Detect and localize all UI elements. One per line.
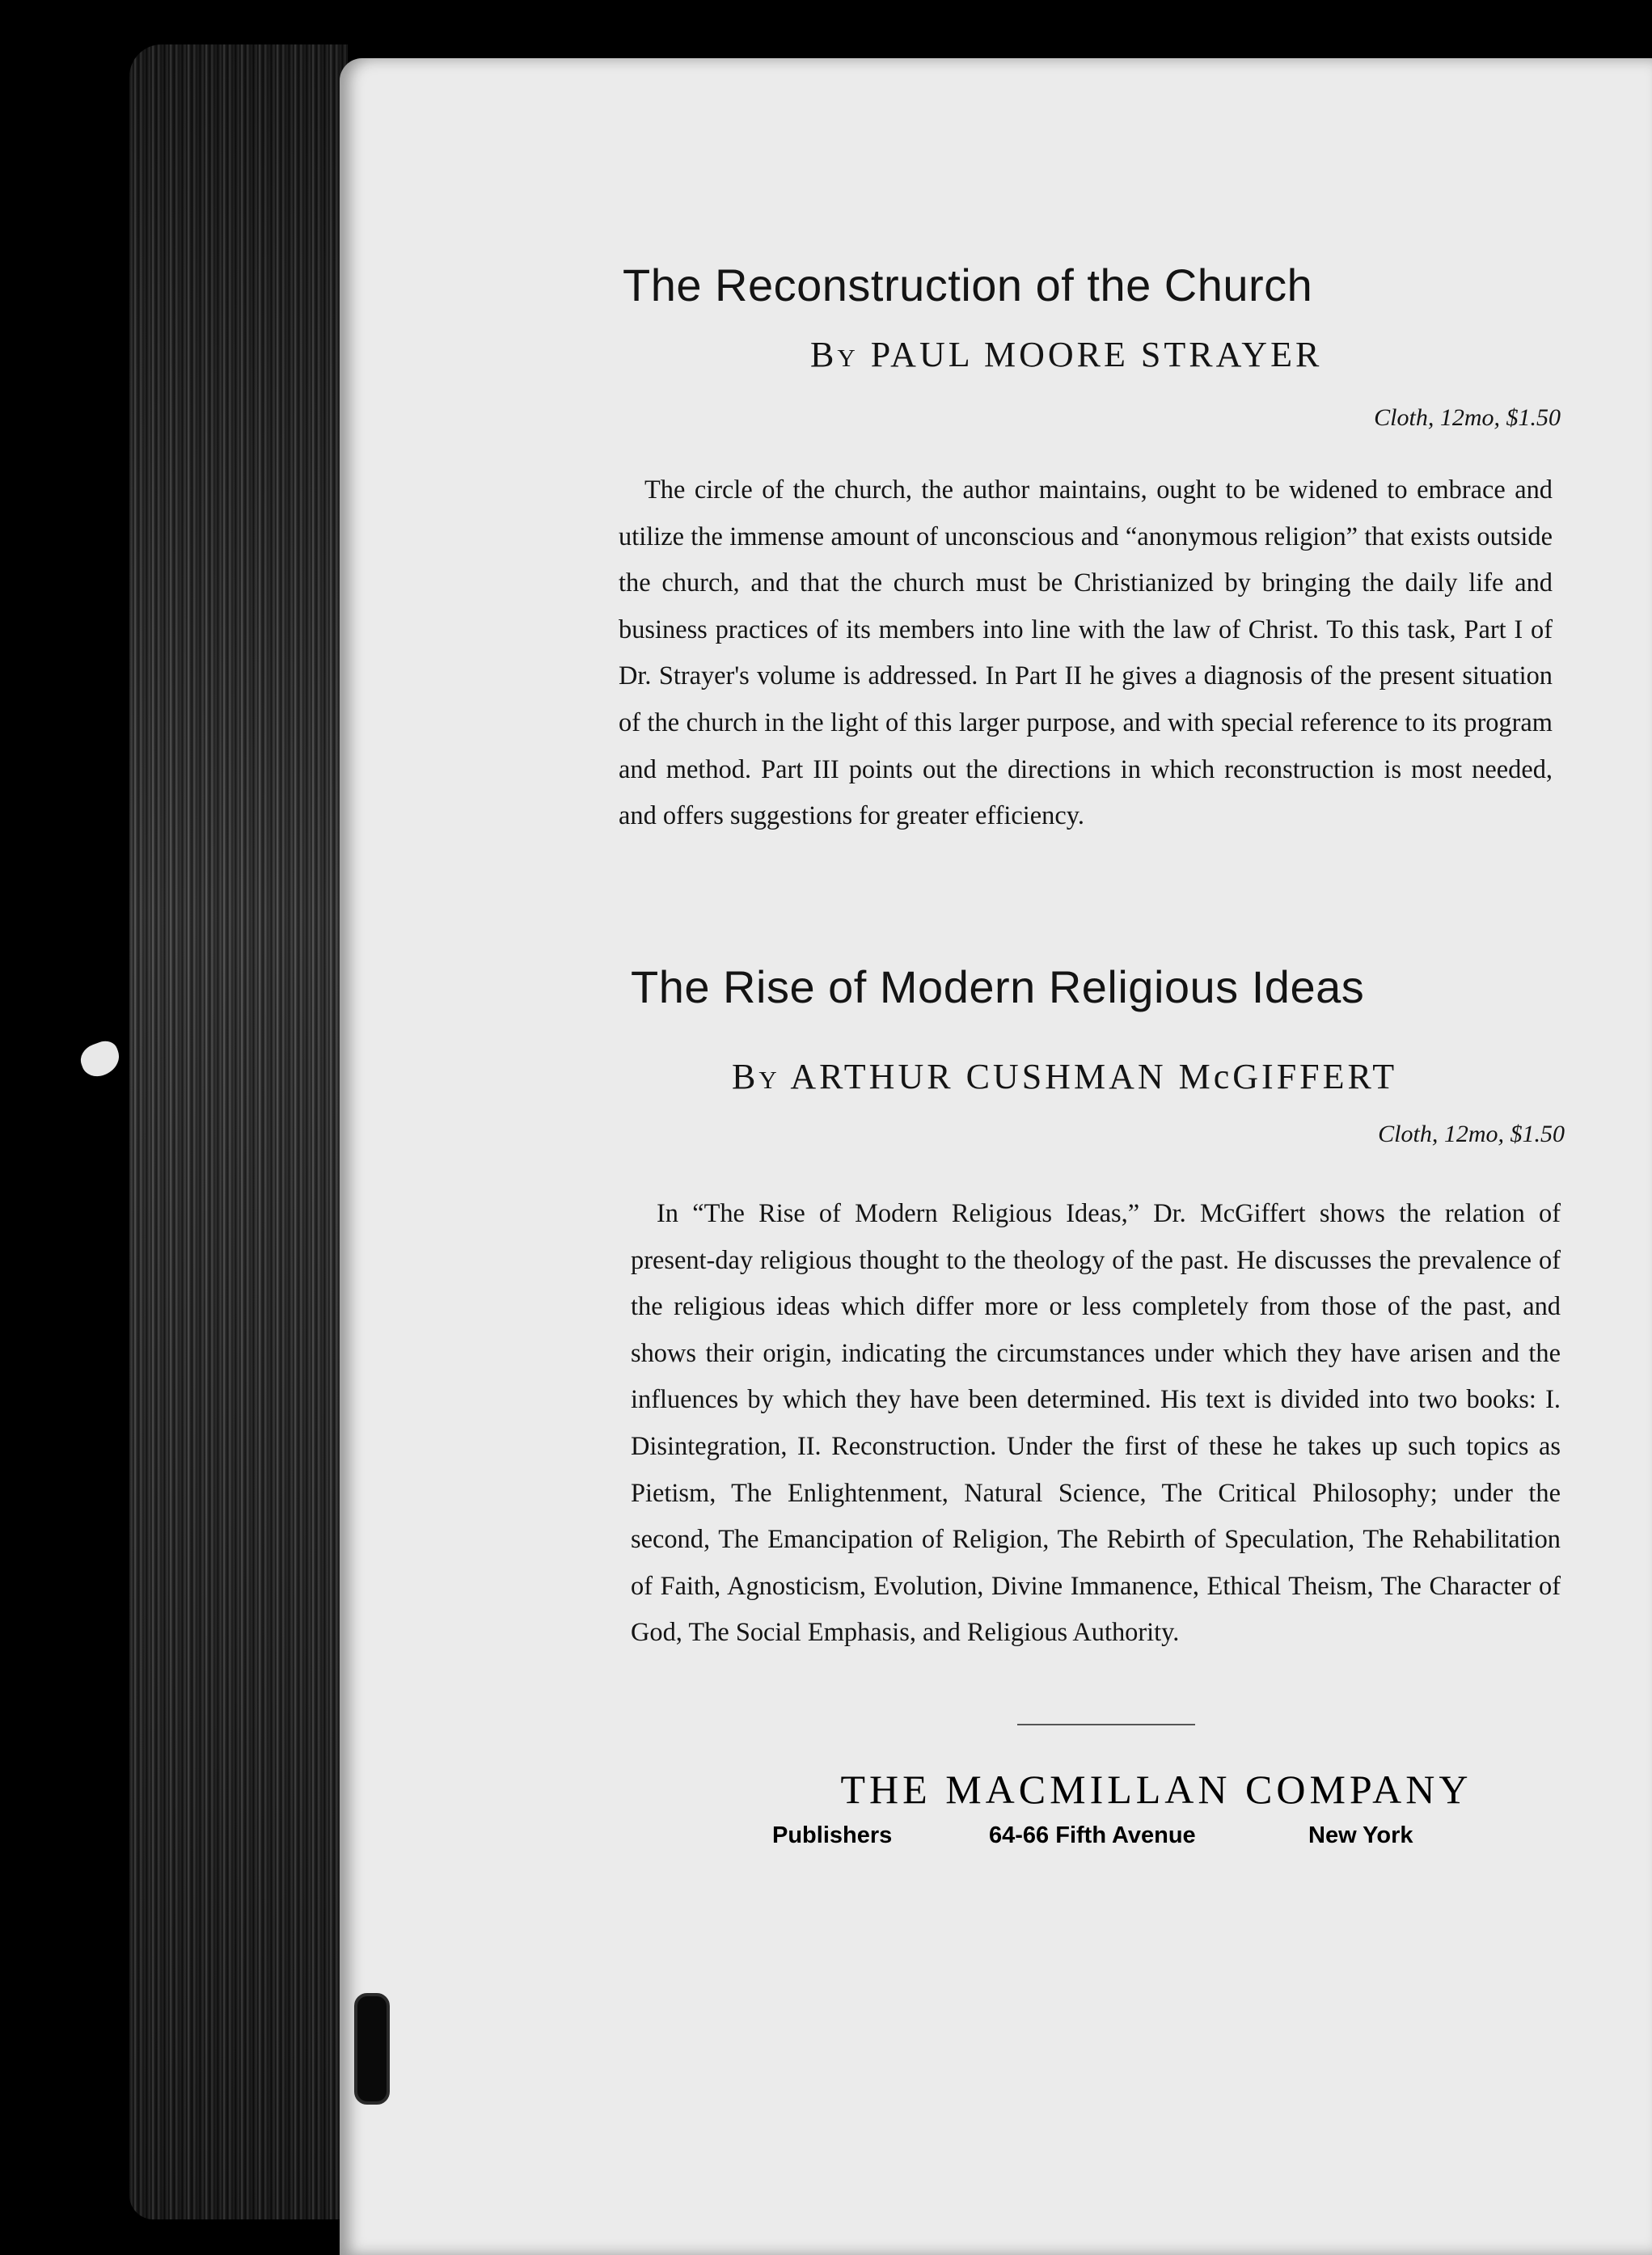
book-page-edges — [129, 44, 348, 2219]
divider-rule — [1017, 1724, 1195, 1725]
publisher-details — [772, 1822, 1540, 1863]
publisher-role: Publishers — [772, 1822, 893, 1848]
publisher-city: New York — [1308, 1822, 1413, 1848]
book-author-line — [810, 336, 1322, 374]
book-description: In “The Rise of Modern Religious Ideas,” Dr. McGiffert shows the relation of present-day religious thought to the theology of the past. He discusses the prevalence of the religious ideas which differ more or less completely from those of the past, and shows their origin, indicating the circumstances under which they have arisen and the influences by which they have been determined. His text is divided into two books: I. Disintegration, II. Reconstruction. Under the first of these he takes up such topics as Pietism, The Enlightenment, Natural Science, The Critical Philosophy; under the second, The Emancipation of Religion, The Rebirth of Speculation, The Rehabilitation of Faith, Agnosticism, Evolution, Divine Immanence, Ethical Theism, The Character of God, The Social Emphasis, and Religious Authority. — [631, 1199, 1561, 1648]
book-author-line — [732, 1058, 1397, 1096]
publisher-name: THE MACMILLAN COMPANY — [840, 1767, 1472, 1812]
by-label: By — [732, 1057, 780, 1096]
book-price: Cloth, 12mo, $1.50 — [1374, 404, 1561, 431]
book-description: The circle of the church, the author maintains, ought to be widened to embrace and utilize the immense amount of unconscious and “anonymous religion” that exists outside the church, and that the church must be Christianized by bringing the daily life and business practices of its members into line with the law of Christ. To this task, Part I of Dr. Strayer's volume is addressed. In Part II he gives a diagnosis of the present situation of the church in the light of this larger purpose, and with special reference to its program and method. Part III points out the directions in which reconstruction is most needed, and offers suggestions for greater efficiency. — [619, 475, 1553, 831]
publisher-imprint — [772, 1766, 1540, 1863]
book-title: The Rise of Modern Religious Ideas — [631, 961, 1365, 1012]
book-author: ARTHUR CUSHMAN McGIFFERT — [790, 1057, 1398, 1096]
book-author: PAUL MOORE STRAYER — [870, 335, 1323, 374]
printed-page — [340, 58, 1652, 2255]
publisher-address: 64-66 Fifth Avenue — [989, 1822, 1196, 1848]
by-label: By — [810, 335, 859, 374]
page-edge-tab — [77, 1037, 125, 1081]
book-price: Cloth, 12mo, $1.50 — [1378, 1121, 1565, 1147]
book-title: The Reconstruction of the Church — [623, 260, 1313, 310]
binding-clip — [354, 1993, 390, 2105]
